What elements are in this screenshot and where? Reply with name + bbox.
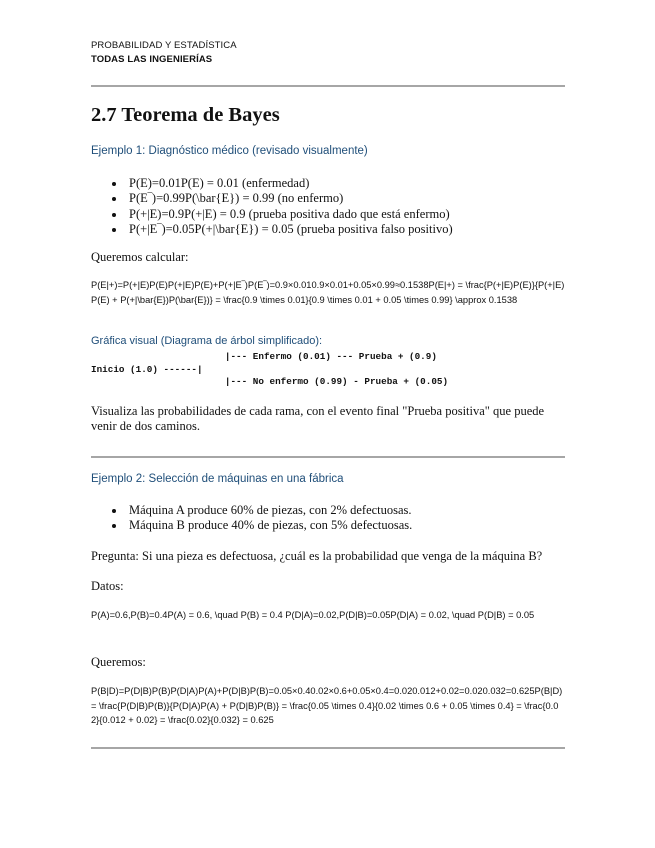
section-title: 2.7 Teorema de Bayes bbox=[91, 104, 280, 126]
list-item: P(+|E)=0.9P(+|E) = 0.9 (prueba positiva dado que está enfermo) bbox=[108, 207, 453, 222]
example1-conclusion: Visualiza las probabilidades de cada rama, con el evento final "Prueba positiva" que puede venir de dos caminos. bbox=[91, 404, 545, 433]
example2-data-label: Datos: bbox=[91, 579, 124, 593]
example2-want-label: Queremos: bbox=[91, 655, 146, 669]
example2-data-formula: P(A)=0.6,P(B)=0.4P(A) = 0.6, \quad P(B) = 0.4 P(D|A)=0.02,P(D|B)=0.05P(D|A) = 0.02, \quad P(D|B) = 0.05 bbox=[91, 610, 535, 620]
example2-result-formula: P(B|D)=P(D|B)P(B)P(D|A)P(A)+P(D|B)P(B)=0.05×0.40.02×0.6+0.05×0.4=0.020.012+0.02=0.020.032=0.625P(B|D) = \frac{P(D|B)P(B)}{P(D|A)P(A) + P(D|B)P(B)} = \frac{0.05 \times 0.4}{0.02 \times 0.6 + 0.05 \times 0.4} = \frac{0.02}{0.012 + 0.02} = \frac{0.02}{0.032} = 0.625 bbox=[91, 686, 563, 725]
header-divider bbox=[91, 85, 565, 87]
example1-formula: P(E|+)=P(+|E)P(E)P(+|E)P(E)+P(+|E‾)P(E‾)=0.9×0.010.9×0.01+0.05×0.99≈0.1538P(E|+) = \frac{P(+|E)P(E)}{P(+|E)P(E) + P(+|\bar{E})P(\bar{E})} = \frac{0.9 \times 0.01}{0.9 \times 0.01 + 0.05 \times 0.99} \approx 0.1538 bbox=[91, 280, 565, 305]
header-course: PROBABILIDAD Y ESTADÍSTICA bbox=[91, 40, 237, 51]
tree-diagram: |--- Enfermo (0.01) --- Prueba + (0.9) Inicio (1.0) ------| |--- No enfermo (0.99) - Prueba + (0.05) bbox=[91, 351, 449, 387]
example2-bullet-list bbox=[108, 503, 412, 534]
list-item: P(+|E‾)=0.05P(+|\bar{E}) = 0.05 (prueba positiva falso positivo) bbox=[108, 222, 453, 237]
list-item: P(E)=0.01P(E) = 0.01 (enfermedad) bbox=[108, 176, 453, 191]
example2-question: Pregunta: Si una pieza es defectuosa, ¿cuál es la probabilidad que venga de la máquina B? bbox=[91, 549, 543, 563]
list-item: Máquina B produce 40% de piezas, con 5% defectuosas. bbox=[108, 518, 412, 533]
example1-calc-intro: Queremos calcular: bbox=[91, 250, 189, 264]
header-audience: TODAS LAS INGENIERÍAS bbox=[91, 54, 213, 65]
example1-heading: Ejemplo 1: Diagnóstico médico (revisado visualmente) bbox=[91, 145, 368, 157]
footer-divider bbox=[91, 747, 565, 749]
example1-bullet-list bbox=[108, 176, 453, 237]
list-item: Máquina A produce 60% de piezas, con 2% defectuosas. bbox=[108, 503, 412, 518]
tree-heading: Gráfica visual (Diagrama de árbol simplificado): bbox=[91, 335, 323, 347]
example2-heading: Ejemplo 2: Selección de máquinas en una fábrica bbox=[91, 473, 344, 485]
list-item: P(E‾)=0.99P(\bar{E}) = 0.99 (no enfermo) bbox=[108, 191, 453, 206]
section-divider bbox=[91, 456, 565, 458]
